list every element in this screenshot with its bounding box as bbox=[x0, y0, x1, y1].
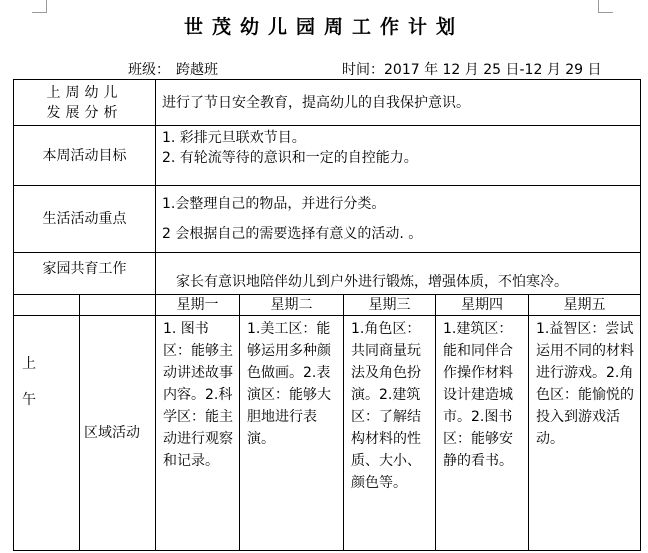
day-friday: 星期五 bbox=[529, 295, 641, 316]
day-header-blank bbox=[14, 295, 80, 316]
last-week-label: 上周幼儿 发展分析 bbox=[14, 80, 156, 126]
class-label: 班级： bbox=[128, 62, 170, 78]
time-label: 时间： bbox=[342, 62, 384, 78]
area-cell-monday: 1. 图书区：能够主动讲述故事内容。2.科学区：能主动进行观察和记录。 bbox=[156, 316, 240, 551]
life-item: 1.会整理自己的物品，并进行分类。 bbox=[162, 196, 386, 212]
class-value: 跨越班 bbox=[170, 59, 236, 80]
life-label: 生活活动重点 bbox=[14, 186, 156, 253]
morning-label: 上 午 bbox=[14, 316, 80, 551]
area-cell-thursday: 1.建筑区：能和同伴合作操作材料设计建造城市。2.图书区：能够安静的看书。 bbox=[436, 316, 529, 551]
time-value: 2017 年 12 月 25 日-12 月 29 日 bbox=[384, 62, 602, 78]
day-tuesday: 星期二 bbox=[240, 295, 344, 316]
day-wednesday: 星期三 bbox=[344, 295, 436, 316]
area-cell-wednesday: 1.角色区：共同商量玩法及角色扮演。2.建筑区：了解结构材料的性质、大小、颜色等。 bbox=[344, 316, 436, 551]
last-week-content: 进行了节日安全教育，提高幼儿的自我保护意识。 bbox=[156, 80, 641, 126]
goal-item: 2. 有轮流等待的意识和一定的自控能力。 bbox=[162, 150, 418, 166]
weekly-plan-table bbox=[13, 79, 641, 551]
day-header-blank bbox=[80, 295, 156, 316]
page-title: 世茂幼儿园周工作计划 bbox=[183, 16, 464, 38]
goal-item: 1. 彩排元旦联欢节目。 bbox=[162, 130, 306, 146]
goals-label: 本周活动目标 bbox=[14, 126, 156, 186]
day-thursday: 星期四 bbox=[436, 295, 529, 316]
goals-content bbox=[156, 126, 641, 186]
home-content: 家长有意识地陪伴幼儿到户外进行锻炼，增强体质，不怕寒冷。 bbox=[156, 253, 641, 295]
time-field bbox=[342, 59, 602, 79]
area-cell-tuesday: 1.美工区：能够运用多种颜色做画。2.表演区：能够大胆地进行表演。 bbox=[240, 316, 344, 551]
life-content bbox=[156, 186, 641, 253]
day-monday: 星期一 bbox=[156, 295, 240, 316]
area-activity-label: 区域活动 bbox=[80, 316, 156, 551]
life-item: 2 会根据自己的需要选择有意义的活动. 。 bbox=[162, 226, 423, 242]
home-label: 家园共育工作 bbox=[14, 253, 156, 295]
class-field bbox=[128, 59, 236, 80]
area-cell-friday: 1.益智区：尝试运用不同的材料进行游戏。2.角色区：能愉悦的投入到游戏活动。 bbox=[529, 316, 641, 551]
